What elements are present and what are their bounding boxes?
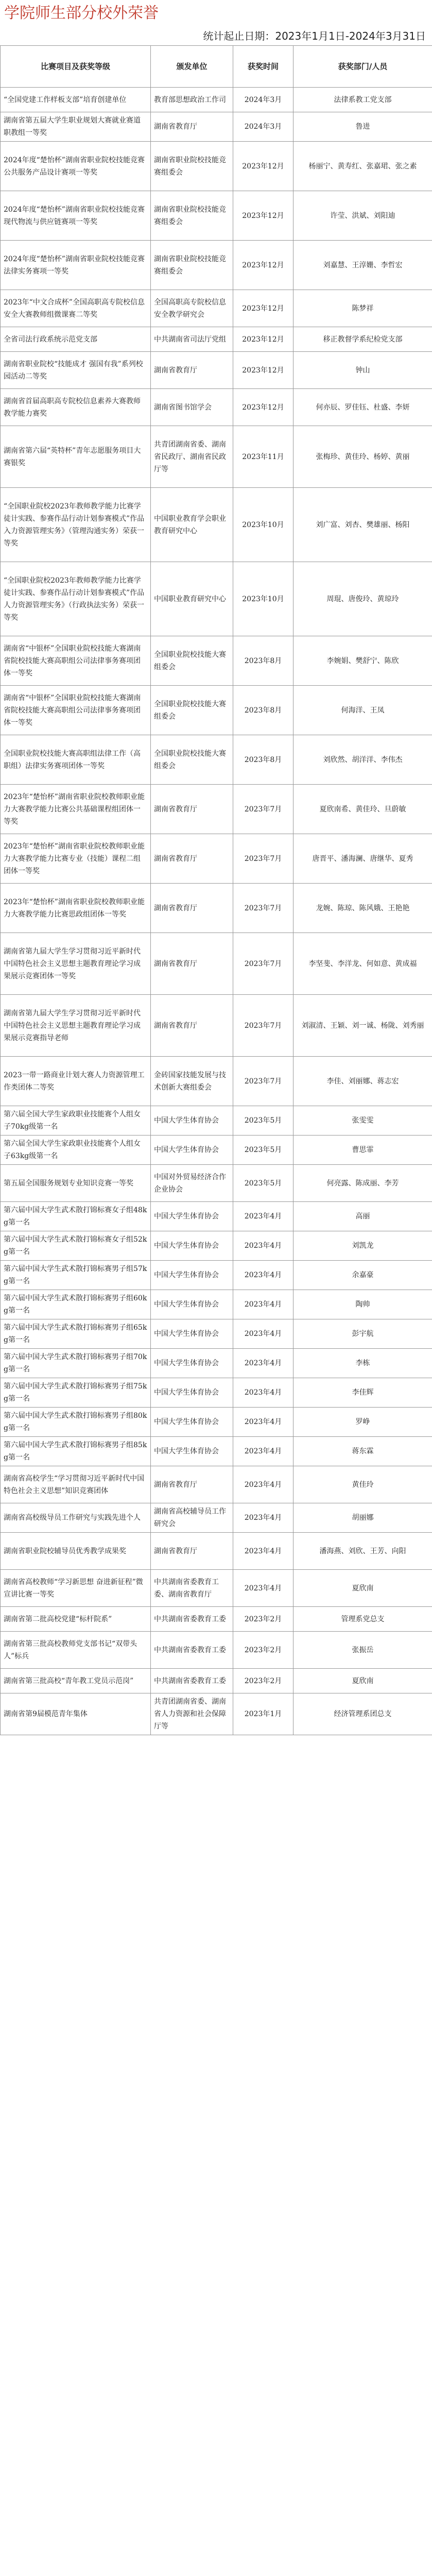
cell-issuer: 湖南省教育厅: [151, 785, 233, 834]
cell-recipient: 陶帅: [293, 1290, 432, 1319]
cell-date: 2023年2月: [233, 1632, 293, 1669]
cell-issuer: 中共湖南省司法厅党组: [151, 327, 233, 352]
cell-date: 2023年10月: [233, 488, 293, 562]
table-row: [1, 488, 432, 562]
cell-competition: 2023年“楚怡杯”湖南省职业院校教师职业能力大赛教学能力比赛思政组团体一等奖: [1, 884, 151, 933]
table-row: [1, 426, 432, 488]
cell-recipient: 夏欣南希、黄佳玲、旦蔚敏: [293, 785, 432, 834]
cell-issuer: 中共湖南省委教育工委、湖南省教育厅: [151, 1570, 233, 1607]
cell-competition: 2023年“中文合成杯”全国高职高专院校信息安全大赛教师组微课赛二等奖: [1, 290, 151, 327]
cell-recipient: 何海洋、王凤: [293, 686, 432, 735]
cell-date: 2023年7月: [233, 933, 293, 995]
cell-issuer: 湖南省高校辅导员工作研究会: [151, 1503, 233, 1533]
cell-recipient: 黄佳玲: [293, 1466, 432, 1503]
cell-issuer: 金砖国家技能发展与技术创新大赛组委会: [151, 1057, 233, 1106]
cell-issuer: 中国大学生体育协会: [151, 1202, 233, 1231]
cell-issuer: 中国大学生体育协会: [151, 1261, 233, 1290]
cell-date: 2023年7月: [233, 995, 293, 1057]
cell-recipient: 鲁进: [293, 112, 432, 142]
cell-recipient: 余嘉豪: [293, 1261, 432, 1290]
cell-issuer: 湖南省教育厅: [151, 1466, 233, 1503]
table-row: [1, 1165, 432, 1202]
cell-competition: 2023年“楚怡杯”湖南省职业院校教师职业能力大赛教学能力比赛公共基础课程组团体一等奖: [1, 785, 151, 834]
honors-table: [0, 45, 432, 1735]
cell-date: 2023年12月: [233, 241, 293, 290]
table-row: [1, 834, 432, 884]
cell-competition: 2023一带一路商业计划大赛人力资源管理工作类团体二等奖: [1, 1057, 151, 1106]
cell-issuer: 湖南省教育厅: [151, 834, 233, 884]
table-row: [1, 112, 432, 142]
cell-recipient: 高丽: [293, 1202, 432, 1231]
cell-recipient: 周琨、唐俊玲、黄琼玲: [293, 562, 432, 636]
cell-competition: “全国职业院校2023年教师教学能力比赛学徒计实践、参赛作品行动计划参赛模式”作品入力资源管理实务》（管理沟通实务）荣获一等奖: [1, 488, 151, 562]
cell-issuer: 湖南省职业院校技能竞赛组委会: [151, 142, 233, 191]
cell-competition: 第六届中国大学生武术散打锦标赛男子组60kg第一名: [1, 1290, 151, 1319]
table-row: [1, 1437, 432, 1466]
table-row: [1, 1290, 432, 1319]
table-row: [1, 1378, 432, 1408]
cell-competition: 湖南省第三批高校“青年教工党员示范岗”: [1, 1669, 151, 1693]
table-row: [1, 1231, 432, 1261]
cell-competition: “全国职业院校2023年教师教学能力比赛学徒计实践、参赛作品行动计划参赛模式”作品人力资源管理实务》（行政执法实务）荣获一等奖: [1, 562, 151, 636]
cell-recipient: 李栋: [293, 1349, 432, 1378]
cell-date: 2023年4月: [233, 1261, 293, 1290]
cell-recipient: 李佳、刘丽娜、蒋志宏: [293, 1057, 432, 1106]
cell-competition: 湖南省高校级导员工作研究与实践先进个人: [1, 1503, 151, 1533]
cell-recipient: 许莹、洪斌、刘阳迪: [293, 191, 432, 241]
cell-recipient: 夏欣南: [293, 1570, 432, 1607]
table-row: [1, 352, 432, 389]
cell-recipient: 法律系教工党支部: [293, 88, 432, 112]
header-recipient: 获奖部门/人员: [293, 46, 432, 88]
table-row: [1, 1607, 432, 1632]
table-row: [1, 1261, 432, 1290]
cell-competition: 全省司法行政系统示范党支部: [1, 327, 151, 352]
cell-competition: 第六届中国大学生武术散打锦标赛男子组70kg第一名: [1, 1349, 151, 1378]
cell-date: 2023年1月: [233, 1693, 293, 1735]
cell-date: 2023年4月: [233, 1290, 293, 1319]
cell-competition: 湖南省首届高职高专院校信息素养大赛教师教学能力赛奖: [1, 389, 151, 426]
cell-date: 2023年4月: [233, 1533, 293, 1570]
table-row: [1, 785, 432, 834]
table-row: [1, 290, 432, 327]
cell-date: 2023年12月: [233, 352, 293, 389]
cell-date: 2023年4月: [233, 1408, 293, 1437]
cell-date: 2023年7月: [233, 834, 293, 884]
cell-date: 2023年12月: [233, 389, 293, 426]
cell-recipient: 张雯雯: [293, 1106, 432, 1136]
cell-date: 2023年5月: [233, 1136, 293, 1165]
cell-competition: 2024年度“楚怡杯”湖南省职业院校技能竞赛公共服务产品设计赛项一等奖: [1, 142, 151, 191]
table-row: [1, 1570, 432, 1607]
cell-recipient: 唐晋平、潘海澜、唐继华、夏秀: [293, 834, 432, 884]
table-row: [1, 995, 432, 1057]
cell-issuer: 湖南省教育厅: [151, 1533, 233, 1570]
table-row: [1, 1106, 432, 1136]
cell-competition: 2024年度“楚怡杯”湖南省职业院校技能竞赛现代物流与供应链赛项一等奖: [1, 191, 151, 241]
cell-date: 2023年12月: [233, 142, 293, 191]
cell-competition: 2024年度“楚怡杯”湖南省职业院校技能竞赛法律实务赛项一等奖: [1, 241, 151, 290]
cell-date: 2023年4月: [233, 1378, 293, 1408]
cell-competition: 第六届全国大学生家政职业技能赛个人组女子63kg级第一名: [1, 1136, 151, 1165]
cell-competition: 湖南省“中银杯”全国职业院校技能大赛湖南省院校技能大赛高职组公司法律事务赛项团体一等奖: [1, 636, 151, 686]
cell-date: 2023年4月: [233, 1570, 293, 1607]
cell-date: 2023年4月: [233, 1349, 293, 1378]
cell-recipient: 刘凯龙: [293, 1231, 432, 1261]
cell-date: 2023年4月: [233, 1503, 293, 1533]
cell-date: 2023年7月: [233, 884, 293, 933]
cell-date: 2023年5月: [233, 1106, 293, 1136]
cell-recipient: 胡丽娜: [293, 1503, 432, 1533]
cell-issuer: 中国对外贸易经济合作企业协会: [151, 1165, 233, 1202]
table-row: [1, 1533, 432, 1570]
cell-recipient: 李婉娟、樊舒宁、陈欣: [293, 636, 432, 686]
cell-issuer: 湖南省教育厅: [151, 995, 233, 1057]
stat-date-range: 统计起止日期：2023年1月1日-2024年3月31日: [203, 30, 426, 42]
table-row: [1, 1669, 432, 1693]
cell-issuer: 教育部思想政治工作司: [151, 88, 233, 112]
cell-issuer: 湖南省职业院校技能竞赛组委会: [151, 191, 233, 241]
table-row: [1, 1202, 432, 1231]
cell-recipient: 何亦辰、罗佳钰、杜盛、李妍: [293, 389, 432, 426]
table-row: [1, 241, 432, 290]
cell-issuer: 共青团湖南省委、湖南省民政厅、湖南省民政厅等: [151, 426, 233, 488]
cell-issuer: 中国大学生体育协会: [151, 1437, 233, 1466]
table-row: [1, 88, 432, 112]
header-date: 获奖时间: [233, 46, 293, 88]
cell-issuer: 湖南省教育厅: [151, 352, 233, 389]
cell-competition: 湖南省第九届大学生学习贯彻习近平新时代中国特色社会主义思想主题教育理论学习成果展示竞赛团体一等奖: [1, 933, 151, 995]
cell-date: 2023年5月: [233, 1165, 293, 1202]
cell-competition: 湖南省第五届大学生职业规划大赛就业赛道职教组一等奖: [1, 112, 151, 142]
table-row: [1, 636, 432, 686]
table-row: [1, 1693, 432, 1735]
cell-date: 2024年3月: [233, 88, 293, 112]
cell-issuer: 中国大学生体育协会: [151, 1231, 233, 1261]
cell-competition: 第六届中国大学生武术散打锦标赛男子组75kg第一名: [1, 1378, 151, 1408]
cell-issuer: 中国大学生体育协会: [151, 1349, 233, 1378]
cell-competition: 第五届全国服务规划专业知识竞赛一等奖: [1, 1165, 151, 1202]
cell-issuer: 湖南省图书馆学会: [151, 389, 233, 426]
cell-competition: 第六届中国大学生武术散打锦标赛男子组65kg第一名: [1, 1319, 151, 1349]
table-row: [1, 1466, 432, 1503]
table-row: [1, 142, 432, 191]
cell-issuer: 中共湖南省委教育工委: [151, 1607, 233, 1632]
cell-issuer: 中国职业教育研究中心: [151, 562, 233, 636]
cell-competition: 2023年“楚怡杯”湖南省职业院校教师职业能力大赛教学能力比赛专业（技能）课程二组团体一等奖: [1, 834, 151, 884]
table-row: [1, 1136, 432, 1165]
cell-recipient: 彭宇航: [293, 1319, 432, 1349]
cell-issuer: 全国职业院校技能大赛组委会: [151, 636, 233, 686]
table-row: [1, 686, 432, 735]
cell-issuer: 中国大学生体育协会: [151, 1290, 233, 1319]
cell-date: 2023年2月: [233, 1607, 293, 1632]
cell-competition: 湖南省职业院校“技能成才 强国有我”系列校园活动二等奖: [1, 352, 151, 389]
cell-date: 2023年12月: [233, 327, 293, 352]
cell-recipient: 钟山: [293, 352, 432, 389]
cell-issuer: 中共湖南省委教育工委: [151, 1669, 233, 1693]
table-body: [1, 88, 432, 1735]
header-issuer: 颁发单位: [151, 46, 233, 88]
cell-date: 2023年8月: [233, 686, 293, 735]
cell-date: 2023年8月: [233, 735, 293, 785]
cell-competition: 第六届中国大学生武术散打锦标赛男子组85kg第一名: [1, 1437, 151, 1466]
table-row: [1, 1408, 432, 1437]
cell-recipient: 夏欣南: [293, 1669, 432, 1693]
cell-issuer: 中国大学生体育协会: [151, 1319, 233, 1349]
cell-date: 2023年10月: [233, 562, 293, 636]
cell-recipient: 李佳辉: [293, 1378, 432, 1408]
cell-issuer: 中国大学生体育协会: [151, 1106, 233, 1136]
cell-issuer: 中国大学生体育协会: [151, 1408, 233, 1437]
cell-competition: 湖南省职业院校辅导员优秀教学成果奖: [1, 1533, 151, 1570]
cell-date: 2023年4月: [233, 1319, 293, 1349]
cell-recipient: 张振岳: [293, 1632, 432, 1669]
cell-recipient: 潘海燕、刘欣、王芳、向阳: [293, 1533, 432, 1570]
page-title: 学院师生部分校外荣誉: [4, 4, 159, 22]
cell-competition: 湖南省第六届“英特杯”青年志愿服务项目大赛银奖: [1, 426, 151, 488]
cell-recipient: 杨丽宁、黄寿红、张嘉珺、张之素: [293, 142, 432, 191]
table-row: [1, 389, 432, 426]
table-row: [1, 1503, 432, 1533]
cell-date: 2023年7月: [233, 785, 293, 834]
table-row: [1, 191, 432, 241]
table-header-row: [1, 46, 432, 88]
cell-date: 2023年4月: [233, 1466, 293, 1503]
cell-issuer: 中国职业教育学会职业教育研究中心: [151, 488, 233, 562]
header-competition: 比赛项目及获奖等级: [1, 46, 151, 88]
cell-issuer: 中共湖南省委教育工委: [151, 1632, 233, 1669]
cell-issuer: 湖南省教育厅: [151, 884, 233, 933]
cell-issuer: 中国大学生体育协会: [151, 1378, 233, 1408]
cell-competition: 湖南省高校教师“学习新思想 奋进新征程”微宣讲比赛一等奖: [1, 1570, 151, 1607]
cell-issuer: 共青团湖南省委、湖南省人力资源和社会保障厅等: [151, 1693, 233, 1735]
table-row: [1, 884, 432, 933]
table-row: [1, 327, 432, 352]
cell-date: 2023年11月: [233, 426, 293, 488]
cell-date: 2023年4月: [233, 1231, 293, 1261]
cell-recipient: 陈梦祥: [293, 290, 432, 327]
cell-date: 2023年7月: [233, 1057, 293, 1106]
table-row: [1, 562, 432, 636]
table-row: [1, 1319, 432, 1349]
cell-date: 2024年3月: [233, 112, 293, 142]
cell-date: 2023年12月: [233, 290, 293, 327]
cell-recipient: 曹思霏: [293, 1136, 432, 1165]
cell-competition: 第六届中国大学生武术散打锦标赛女子组48kg第一名: [1, 1202, 151, 1231]
table-row: [1, 735, 432, 785]
cell-issuer: 全国高职高专院校信息安全教学研究会: [151, 290, 233, 327]
table-row: [1, 933, 432, 995]
cell-issuer: 中国大学生体育协会: [151, 1136, 233, 1165]
cell-date: 2023年4月: [233, 1437, 293, 1466]
cell-competition: 全国职业院校技能大赛高职组法律工作（高职组）法律实务赛项团体一等奖: [1, 735, 151, 785]
cell-competition: 湖南省第九届大学生学习贯彻习近平新时代中国特色社会主义思想主题教育理论学习成果展示竞赛指导老师: [1, 995, 151, 1057]
cell-recipient: 移正教督学系纪检党支部: [293, 327, 432, 352]
cell-recipient: 龙婉、陈琼、陈风娥、王艳艳: [293, 884, 432, 933]
cell-recipient: 刘欣然、胡洋洋、李伟杰: [293, 735, 432, 785]
cell-competition: 第六届中国大学生武术散打锦标赛男子组80kg第一名: [1, 1408, 151, 1437]
cell-competition: 第六届中国大学生武术散打锦标赛男子组57kg第一名: [1, 1261, 151, 1290]
cell-recipient: 管理系党总支: [293, 1607, 432, 1632]
cell-recipient: 蒋东霖: [293, 1437, 432, 1466]
cell-issuer: 湖南省教育厅: [151, 112, 233, 142]
table-row: [1, 1057, 432, 1106]
cell-recipient: 刘淑清、王颖、刘一诚、杨陇、刘秀丽: [293, 995, 432, 1057]
table-row: [1, 1632, 432, 1669]
cell-competition: 湖南省“中银杯”全国职业院校技能大赛湖南省院校技能大赛高职组公司法律事务赛项团体一等奖: [1, 686, 151, 735]
cell-date: 2023年2月: [233, 1669, 293, 1693]
cell-issuer: 全国职业院校技能大赛组委会: [151, 686, 233, 735]
cell-recipient: 何亮露、陈成丽、李芳: [293, 1165, 432, 1202]
cell-recipient: 李坚斐、李洋龙、何如意、黄成福: [293, 933, 432, 995]
cell-competition: 湖南省第9届模范青年集体: [1, 1693, 151, 1735]
cell-issuer: 湖南省职业院校技能竞赛组委会: [151, 241, 233, 290]
cell-recipient: 张梅珍、黄佳玲、杨婷、黄丽: [293, 426, 432, 488]
cell-recipient: 刘广富、刘杏、樊雄丽、杨阳: [293, 488, 432, 562]
cell-competition: “全国党建工作样板支部”培育创建单位: [1, 88, 151, 112]
cell-competition: 第六届全国大学生家政职业技能赛个人组女子70kg级第一名: [1, 1106, 151, 1136]
cell-date: 2023年12月: [233, 191, 293, 241]
cell-competition: 湖南省高校学生“学习贯彻习近平新时代中国特色社会主义思想”知识竞赛团体: [1, 1466, 151, 1503]
cell-recipient: 刘嘉慧、王淳姗、李哲宏: [293, 241, 432, 290]
cell-competition: 湖南省第二批高校党建“标杆院系”: [1, 1607, 151, 1632]
cell-date: 2023年4月: [233, 1202, 293, 1231]
cell-recipient: 罗峥: [293, 1408, 432, 1437]
cell-competition: 湖南省第三批高校教师党支部书记“双带头人”标兵: [1, 1632, 151, 1669]
cell-issuer: 全国职业院校技能大赛组委会: [151, 735, 233, 785]
cell-competition: 第六届中国大学生武术散打锦标赛女子组52kg第一名: [1, 1231, 151, 1261]
table-row: [1, 1349, 432, 1378]
cell-date: 2023年8月: [233, 636, 293, 686]
cell-issuer: 湖南省教育厅: [151, 933, 233, 995]
cell-recipient: 经济管理系团总支: [293, 1693, 432, 1735]
